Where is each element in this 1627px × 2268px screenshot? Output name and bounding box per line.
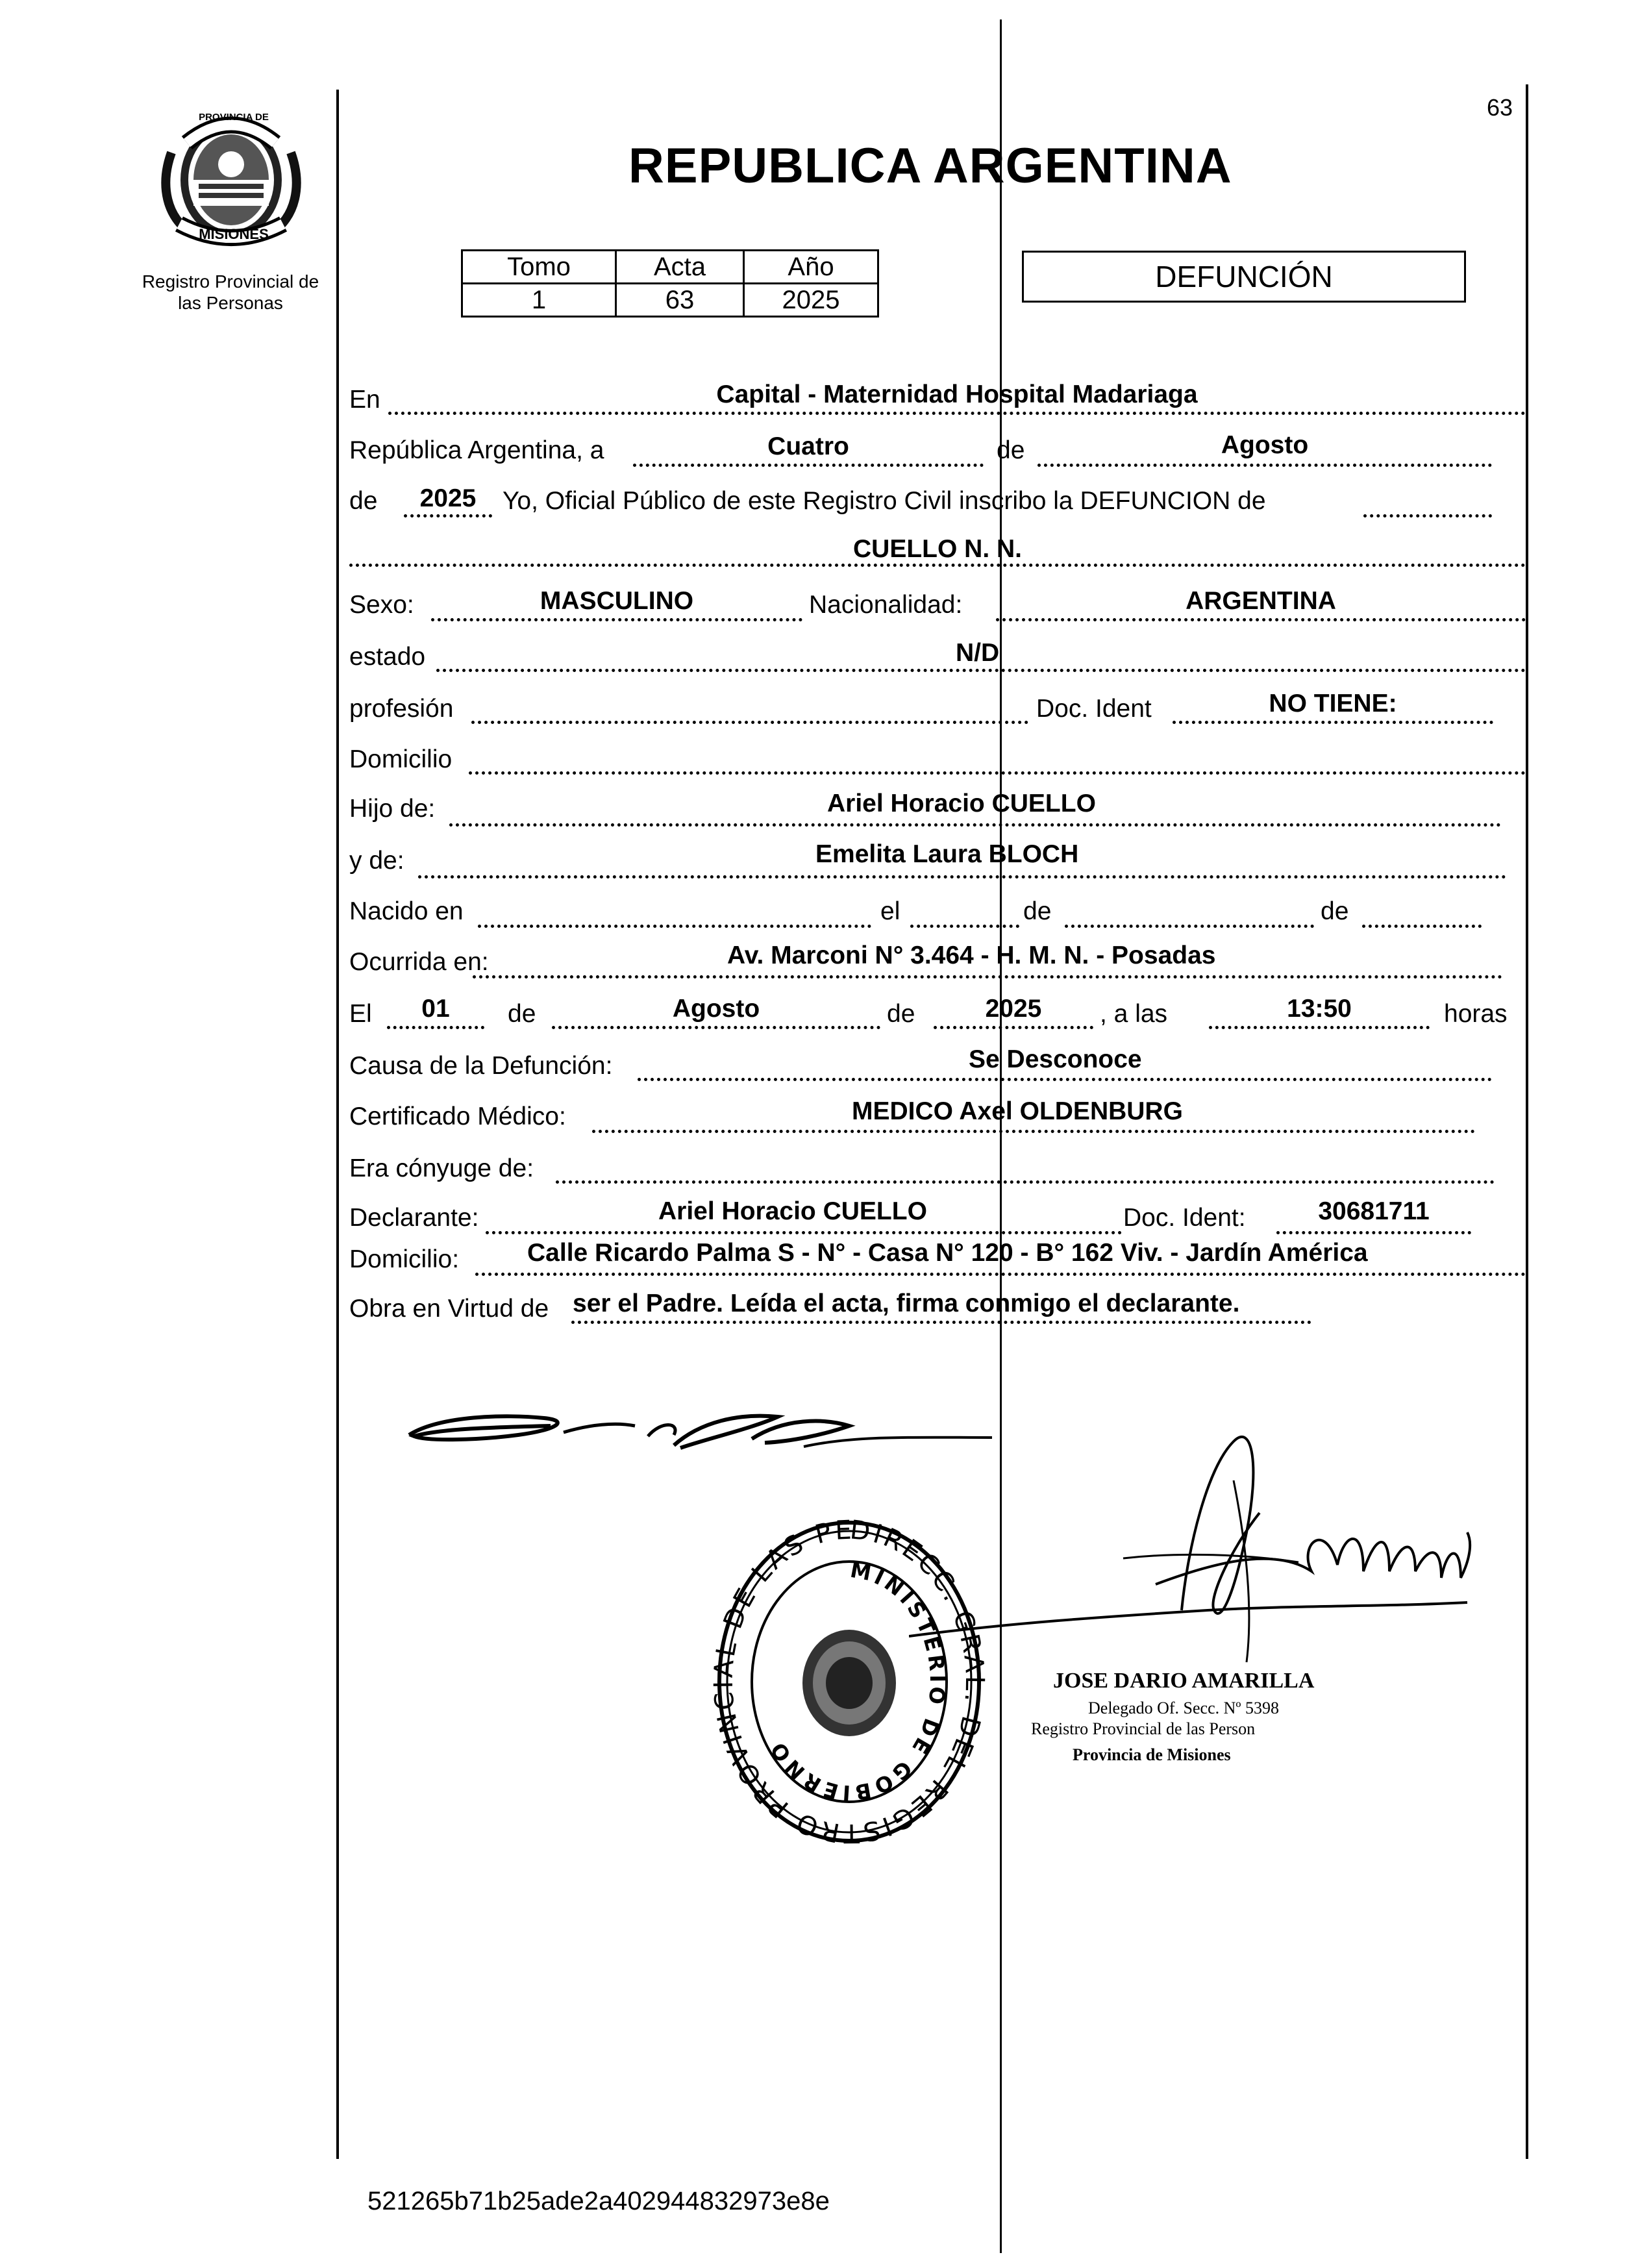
dotline-nacido-anio (1362, 925, 1482, 928)
dotline-declarante (486, 1231, 1122, 1234)
label-conyuge: Era cónyuge de: (349, 1154, 534, 1182)
acta-header: Acta (616, 251, 744, 284)
dotline-declarante-doc (1276, 1231, 1471, 1234)
value-certificado: MEDICO Axel OLDENBURG (852, 1097, 1183, 1125)
label-nacido-el: el (880, 897, 900, 925)
dotline-fallecido (349, 564, 1526, 567)
value-declarante-doc: 30681711 (1318, 1197, 1430, 1225)
official-title: Delegado Of. Secc. Nº 5398 (1088, 1699, 1279, 1717)
page-number: 63 (1487, 94, 1513, 121)
dotline-profesion (471, 721, 1028, 724)
value-mes: Agosto (1221, 431, 1309, 459)
value-causa: Se Desconoce (969, 1045, 1142, 1073)
value-estado: N/D (956, 639, 1000, 667)
value-dia-letras: Cuatro (767, 432, 849, 460)
dotline-estado (436, 669, 1526, 672)
label-republica: República Argentina, a (349, 436, 604, 464)
value-ocurrida-en: Av. Marconi N° 3.464 - H. M. N. - Posadas (727, 941, 1216, 969)
registry-label-line1: Registro Provincial de (142, 271, 319, 292)
dotline-dia-num (387, 1026, 484, 1029)
record-number-table (461, 249, 879, 318)
dotline-dia (633, 464, 984, 467)
dotline-nacido-lugar (478, 925, 871, 928)
label-horas: horas (1444, 1000, 1508, 1028)
dotline-nacido-dia (910, 925, 1019, 928)
label-y-de: y de: (349, 847, 404, 875)
label-causa: Causa de la Defunción: (349, 1052, 613, 1080)
value-dia-num: 01 (421, 995, 450, 1023)
official-registry: Registro Provincial de las Person (1031, 1719, 1256, 1738)
value-madre: Emelita Laura BLOCH (815, 840, 1079, 868)
label-nacido-en: Nacido en (349, 897, 464, 925)
dotline-madre (418, 875, 1506, 879)
official-name: JOSE DARIO AMARILLA (1053, 1669, 1315, 1693)
left-margin-line (336, 90, 339, 2159)
value-hora: 13:50 (1287, 995, 1352, 1023)
tomo-value: 1 (462, 284, 616, 317)
anio-header: Año (744, 251, 878, 284)
dotline-obra-en-virtud (571, 1321, 1311, 1324)
dotline-declarante-domicilio (475, 1273, 1526, 1276)
dotline-defuncion-de-tail (1363, 514, 1492, 517)
dotline-hora (1209, 1026, 1430, 1029)
dotline-certificado (592, 1130, 1475, 1133)
label-nacido-de-1: de (1023, 897, 1052, 925)
stamp-inner-text: MINISTERIO DE GOBIERNO (764, 1557, 950, 1806)
value-lugar: Capital - Maternidad Hospital Madariaga (716, 380, 1198, 408)
dotline-anio (404, 514, 492, 517)
label-de-mes: de (997, 436, 1025, 464)
value-anio: 2025 (419, 484, 477, 512)
value-mes-defuncion: Agosto (672, 995, 760, 1023)
value-declarante: Ariel Horacio CUELLO (658, 1197, 927, 1225)
label-profesion: profesión (349, 695, 454, 723)
dotline-ocurrida (473, 975, 1502, 978)
dotline-padre (449, 823, 1501, 827)
value-anio-defuncion: 2025 (985, 995, 1042, 1023)
value-nacionalidad: ARGENTINA (1186, 587, 1336, 615)
value-padre: Ariel Horacio CUELLO (827, 790, 1096, 817)
record-type-label: DEFUNCIÓN (1155, 260, 1333, 293)
stamp-ring-text: DIRECC. GR DEL REGISTRO PROVIN L DE LAS PE (713, 1515, 986, 1849)
label-yo-oficial: Yo, Oficial Público de este Registro Civil inscribo la DEFUNCION de (503, 487, 1266, 515)
official-province: Provincia de Misiones (1073, 1745, 1231, 1764)
label-certificado: Certificado Médico: (349, 1103, 566, 1130)
dotline-causa (638, 1078, 1492, 1081)
label-el-de-1: de (508, 1000, 536, 1028)
label-obra-en-virtud: Obra en Virtud de (349, 1295, 549, 1323)
acta-value: 63 (616, 284, 744, 317)
document-hash: 521265b71b25ade2a402944832973e8e (367, 2187, 830, 2215)
label-declarante: Declarante: (349, 1204, 479, 1232)
dotline-mes-defuncion (552, 1026, 880, 1029)
label-nacionalidad: Nacionalidad: (809, 591, 963, 619)
dotline-lugar (388, 412, 1526, 415)
label-de-anio: de (349, 487, 378, 515)
dotline-doc-ident (1173, 721, 1493, 724)
tomo-header: Tomo (462, 251, 616, 284)
value-doc-ident: NO TIENE: (1269, 690, 1397, 717)
dotline-nacionalidad (996, 618, 1526, 621)
label-estado: estado (349, 643, 426, 671)
registry-label-line2: las Personas (178, 293, 283, 313)
label-doc-ident: Doc. Ident (1036, 695, 1152, 723)
value-sexo: MASCULINO (540, 587, 694, 615)
label-ocurrida-en: Ocurrida en: (349, 948, 489, 976)
seal-text-top: PROVINCIA DE (199, 112, 269, 123)
value-obra-en-virtud: ser el Padre. Leída el acta, firma conmigo el declarante. (573, 1290, 1240, 1317)
label-el: El (349, 1000, 372, 1028)
right-margin-line (1526, 84, 1528, 2159)
label-declarante-domicilio: Domicilio: (349, 1245, 460, 1273)
dotline-sexo (431, 618, 802, 621)
dotline-nacido-mes (1065, 925, 1314, 928)
label-en: En (349, 386, 380, 414)
value-fallecido: CUELLO N. N. (853, 535, 1022, 563)
label-declarante-doc: Doc. Ident: (1123, 1204, 1246, 1232)
label-a-las: , a las (1100, 1000, 1168, 1028)
label-domicilio: Domicilio (349, 745, 453, 773)
label-nacido-de-2: de (1321, 897, 1349, 925)
dotline-conyuge (556, 1180, 1495, 1184)
dotline-domicilio (469, 771, 1526, 775)
dotline-anio-defuncion (934, 1026, 1093, 1029)
label-hijo-de: Hijo de: (349, 795, 436, 823)
label-sexo: Sexo: (349, 591, 414, 619)
anio-value: 2025 (744, 284, 878, 317)
record-type-box (1022, 251, 1466, 303)
center-fold-line (1000, 19, 1002, 2253)
seal-text-bottom: MISIONES (199, 226, 269, 242)
page-title: REPUBLICA ARGENTINA (628, 138, 1232, 193)
label-el-de-2: de (887, 1000, 915, 1028)
dotline-mes (1037, 464, 1492, 467)
value-declarante-domicilio: Calle Ricardo Palma S - N° - Casa N° 120 - B° 162 Viv. - Jardín América (527, 1239, 1368, 1267)
